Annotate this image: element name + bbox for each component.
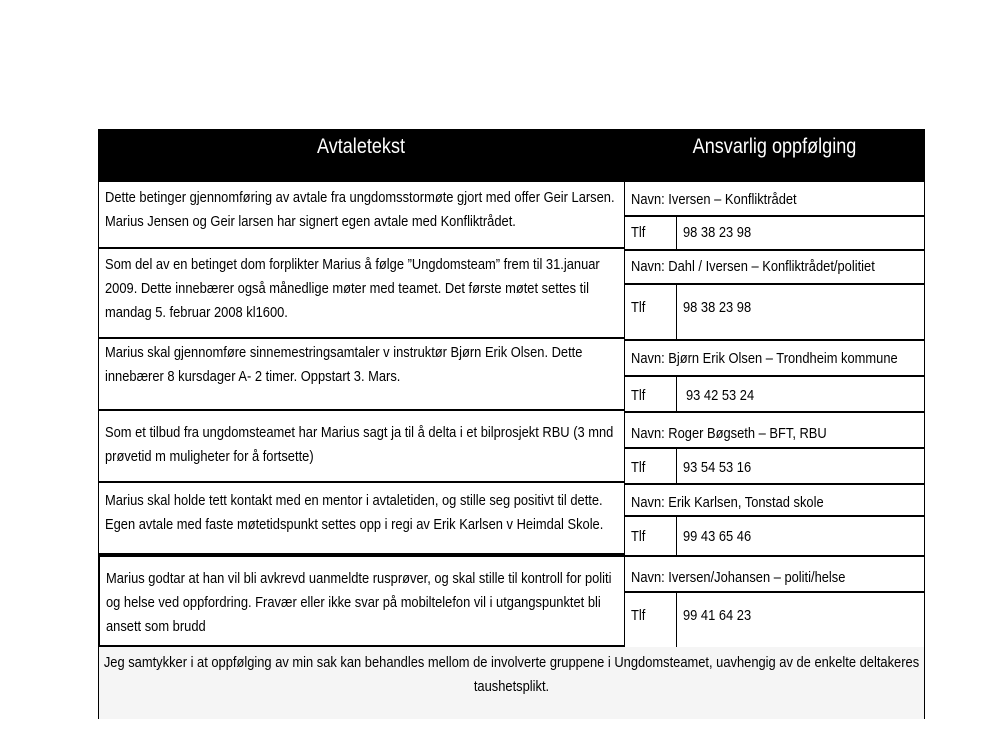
phone-label: Tlf	[625, 449, 677, 483]
contact-phone-row	[625, 449, 925, 485]
header-agreement-text: Avtaletekst	[316, 135, 406, 158]
phone-label: Tlf	[625, 517, 677, 555]
phone-number: 99 43 65 46	[683, 528, 752, 545]
phone-label: Tlf	[625, 285, 677, 339]
phone-number: 99 41 64 23	[683, 607, 752, 624]
phone-number: 98 38 23 98	[683, 299, 752, 316]
contact-phone-row	[625, 377, 925, 413]
phone-label: Tlf	[625, 377, 677, 411]
table-row	[98, 411, 925, 483]
contact-phone-row	[625, 517, 925, 557]
contact-name: Navn: Roger Bøgseth – BFT, RBU	[625, 411, 925, 449]
contact-name: Navn: Iversen/Johansen – politi/helse	[625, 557, 925, 593]
phone-label: Tlf	[625, 217, 677, 249]
agreement-text-cell: Som del av en betinget dom forplikter Marius å følge ”Ungdomsteam” frem til 31.januar 2009. Dette innebærer også månedlige møter med teamet. Det første møtet settes til mandag 5. februar 2008 kl1600.	[98, 249, 624, 339]
contact-phone-row	[625, 285, 925, 341]
contact-cell	[624, 411, 925, 483]
table-row	[98, 555, 925, 647]
contact-cell	[624, 182, 925, 249]
contact-name: Navn: Dahl / Iversen – Konfliktrådet/politiet	[625, 249, 925, 285]
table-row	[98, 182, 925, 249]
table-header	[98, 129, 925, 182]
consent-statement: Jeg samtykker i at oppfølging av min sak kan behandles mellom de involverte gruppene i Ungdomsteamet, uavhengig av de enkelte deltakeres taushetsplikt.	[98, 647, 925, 719]
contact-name: Navn: Erik Karlsen, Tonstad skole	[625, 483, 925, 517]
table-row	[98, 249, 925, 339]
contact-name: Navn: Bjørn Erik Olsen – Trondheim kommune	[625, 339, 925, 377]
agreement-text-cell: Marius skal gjennomføre sinnemestringsamtaler v instruktør Bjørn Erik Olsen. Dette innebærer 8 kursdager A- 2 timer. Oppstart 3. Mars.	[98, 339, 624, 411]
contact-phone-row	[625, 217, 925, 251]
contact-name: Navn: Iversen – Konfliktrådet	[625, 182, 925, 217]
agreement-text-cell: Marius skal holde tett kontakt med en mentor i avtaletiden, og stille seg positivt til dette. Egen avtale med faste møtetidspunkt settes opp i regi av Erik Karlsen v Heimdal Skole.	[98, 483, 624, 555]
agreement-text-cell: Marius godtar at han vil bli avkrevd uanmeldte rusprøver, og skal stille til kontroll for politi og helse ved oppfordring. Fravær eller ikke svar på mobiltelefon vil i utgangspunktet bli ansett som brudd	[98, 555, 624, 647]
phone-number: 98 38 23 98	[683, 224, 752, 241]
phone-number: 93 42 53 24	[686, 387, 755, 404]
agreement-text-cell: Som et tilbud fra ungdomsteamet har Marius sagt ja til å delta i et bilprosjekt RBU (3 mnd prøvetid m muligheter for å fortsette)	[98, 411, 624, 483]
table-row	[98, 339, 925, 411]
table-row	[98, 483, 925, 555]
agreement-text-cell: Dette betinger gjennomføring av avtale fra ungdomsstormøte gjort med offer Geir Larsen. Marius Jensen og Geir larsen har signert egen avtale med Konfliktrådet.	[98, 182, 624, 249]
contact-phone-row	[625, 593, 925, 649]
contact-cell	[624, 339, 925, 411]
header-responsible-followup: Ansvarlig oppfølging	[692, 135, 857, 158]
contact-cell	[624, 555, 925, 647]
phone-label: Tlf	[625, 593, 677, 647]
phone-number: 93 54 53 16	[683, 459, 752, 476]
contact-cell	[624, 249, 925, 339]
contact-cell	[624, 483, 925, 555]
